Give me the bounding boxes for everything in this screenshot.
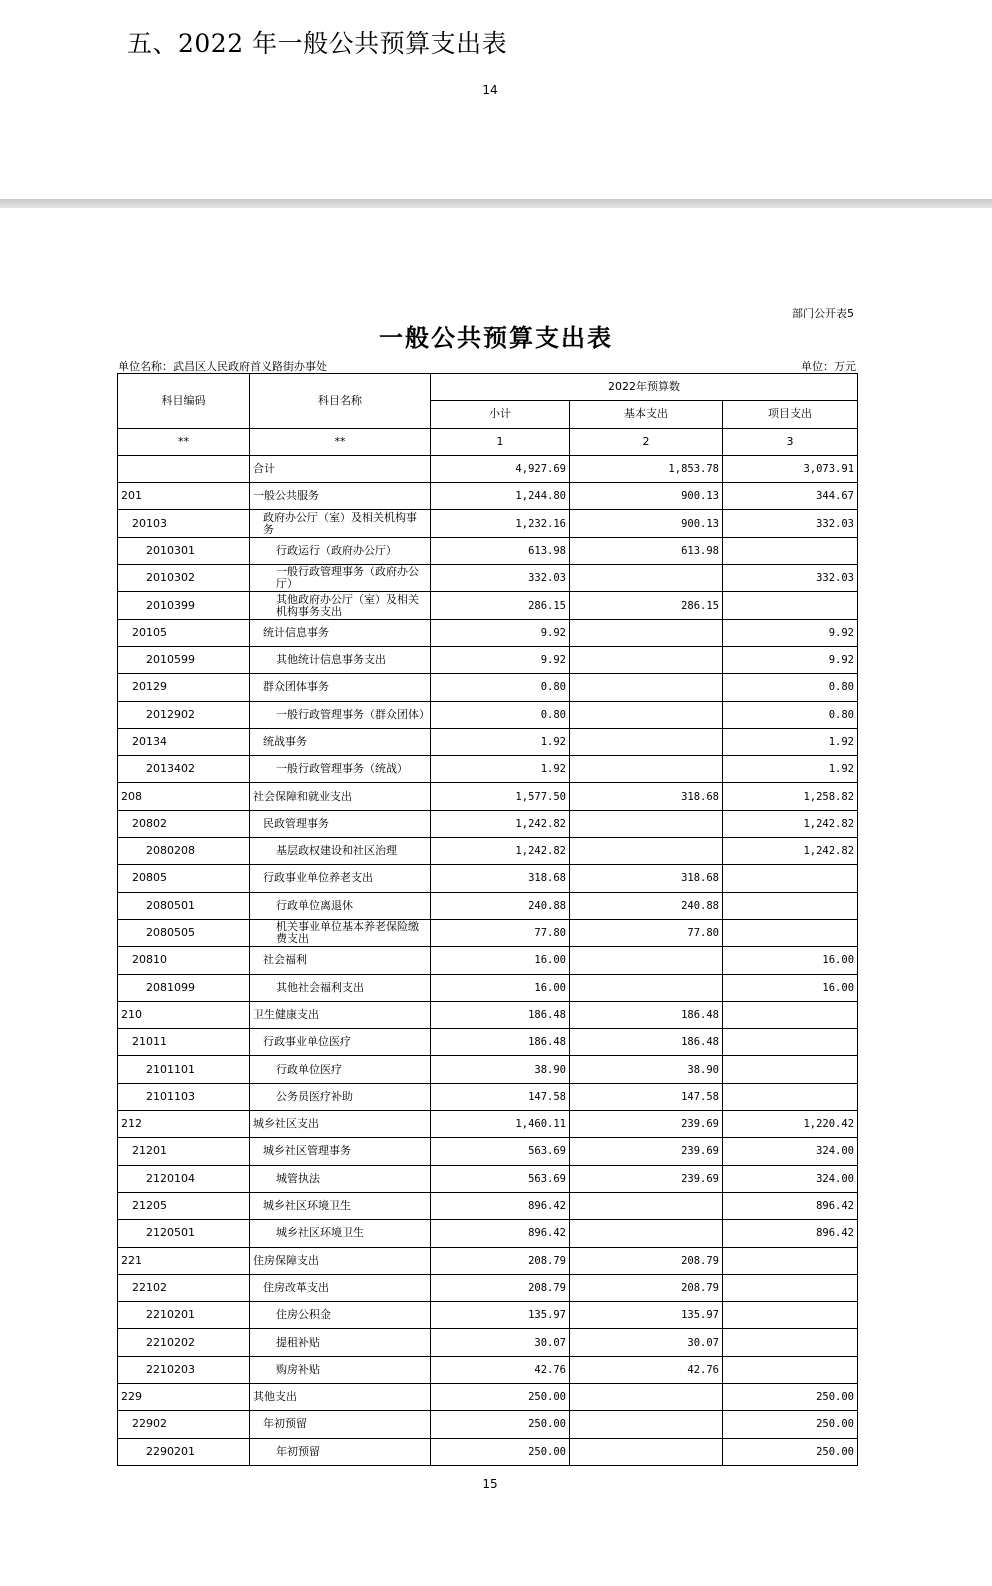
row-code: 2101103 — [118, 1083, 250, 1110]
row-basic: 900.13 — [570, 510, 723, 537]
row-basic: 186.48 — [570, 1001, 723, 1028]
table-row — [118, 947, 858, 974]
row-subtotal: 1,242.82 — [431, 810, 570, 837]
row-basic: 208.79 — [570, 1247, 723, 1274]
row-name: 年初预留 — [250, 1438, 431, 1465]
row-project: 0.80 — [723, 701, 858, 728]
row-subtotal: 208.79 — [431, 1247, 570, 1274]
row-code: 2210201 — [118, 1302, 250, 1329]
table-row — [118, 1165, 858, 1192]
page-separator — [0, 199, 992, 208]
row-subtotal: 16.00 — [431, 947, 570, 974]
row-name: 其他政府办公厅（室）及相关机构事务支出 — [250, 592, 431, 619]
table-row — [118, 1274, 858, 1301]
row-subtotal: 77.80 — [431, 919, 570, 946]
row-name: 住房公积金 — [250, 1302, 431, 1329]
row-basic: 186.48 — [570, 1029, 723, 1056]
row-subtotal: 896.42 — [431, 1220, 570, 1247]
row-project — [723, 1302, 858, 1329]
row-subtotal: 38.90 — [431, 1056, 570, 1083]
row-project — [723, 1356, 858, 1383]
row-subtotal: 186.48 — [431, 1001, 570, 1028]
table-row — [118, 783, 858, 810]
row-project: 1.92 — [723, 728, 858, 755]
row-basic — [570, 810, 723, 837]
row-code: 2120501 — [118, 1220, 250, 1247]
row-name: 一般公共服务 — [250, 483, 431, 510]
row-code: 21011 — [118, 1029, 250, 1056]
row-name: 公务员医疗补助 — [250, 1083, 431, 1110]
row-code: 2010599 — [118, 646, 250, 673]
row-name: 城乡社区环境卫生 — [250, 1192, 431, 1219]
table-row — [118, 1383, 858, 1410]
row-name: 行政事业单位医疗 — [250, 1029, 431, 1056]
row-subtotal: 0.80 — [431, 674, 570, 701]
row-project: 9.92 — [723, 619, 858, 646]
table-row — [118, 1138, 858, 1165]
row-project: 0.80 — [723, 674, 858, 701]
row-basic: 613.98 — [570, 537, 723, 564]
row-name: 提租补贴 — [250, 1329, 431, 1356]
page-number-bottom: 15 — [482, 1477, 498, 1491]
row-project: 324.00 — [723, 1138, 858, 1165]
table-row — [118, 810, 858, 837]
row-code: 221 — [118, 1247, 250, 1274]
row-subtotal: 563.69 — [431, 1165, 570, 1192]
table-row — [118, 674, 858, 701]
table-row — [118, 455, 858, 482]
section-heading: 五、2022 年一般公共预算支出表 — [127, 29, 508, 58]
row-project — [723, 1083, 858, 1110]
row-project: 344.67 — [723, 483, 858, 510]
row-name: 合计 — [250, 455, 431, 482]
row-name: 行政事业单位养老支出 — [250, 865, 431, 892]
row-project: 3,073.91 — [723, 455, 858, 482]
row-name: 住房保障支出 — [250, 1247, 431, 1274]
row-name: 城乡社区管理事务 — [250, 1138, 431, 1165]
row-name: 政府办公厅（室）及相关机构事务 — [250, 510, 431, 537]
header-budget-group: 2022年预算数 — [431, 374, 858, 401]
table-row — [118, 592, 858, 619]
row-subtotal: 4,927.69 — [431, 455, 570, 482]
row-project — [723, 919, 858, 946]
row-basic: 286.15 — [570, 592, 723, 619]
row-code: 2081099 — [118, 974, 250, 1001]
row-project — [723, 892, 858, 919]
row-name: 社会保障和就业支出 — [250, 783, 431, 810]
row-subtotal: 147.58 — [431, 1083, 570, 1110]
row-basic — [570, 674, 723, 701]
row-basic: 42.76 — [570, 1356, 723, 1383]
row-name: 行政运行（政府办公厅） — [250, 537, 431, 564]
row-basic: 135.97 — [570, 1302, 723, 1329]
row-name: 年初预留 — [250, 1411, 431, 1438]
row-name: 住房改革支出 — [250, 1274, 431, 1301]
table-row — [118, 1111, 858, 1138]
row-subtotal: 1,232.16 — [431, 510, 570, 537]
table-row — [118, 1438, 858, 1465]
row-code: 20805 — [118, 865, 250, 892]
row-code: 21201 — [118, 1138, 250, 1165]
row-basic — [570, 1220, 723, 1247]
header-basic: 基本支出 — [570, 401, 723, 428]
table-row — [118, 728, 858, 755]
row-name: 一般行政管理事务（政府办公厅） — [250, 565, 431, 592]
row-basic: 77.80 — [570, 919, 723, 946]
row-code: 20810 — [118, 947, 250, 974]
row-project: 324.00 — [723, 1165, 858, 1192]
row-project: 1,242.82 — [723, 838, 858, 865]
row-code: 20103 — [118, 510, 250, 537]
row-code: 2080208 — [118, 838, 250, 865]
row-code: 20105 — [118, 619, 250, 646]
row-name: 卫生健康支出 — [250, 1001, 431, 1028]
row-name: 城管执法 — [250, 1165, 431, 1192]
row-code: 2012902 — [118, 701, 250, 728]
row-name: 其他统计信息事务支出 — [250, 646, 431, 673]
row-subtotal: 9.92 — [431, 646, 570, 673]
row-subtotal: 250.00 — [431, 1411, 570, 1438]
row-basic: 318.68 — [570, 865, 723, 892]
header-row-name: ** — [250, 428, 431, 455]
row-code: 201 — [118, 483, 250, 510]
row-basic — [570, 565, 723, 592]
row-project: 250.00 — [723, 1411, 858, 1438]
row-basic: 900.13 — [570, 483, 723, 510]
budget-table — [117, 373, 858, 1466]
row-basic: 239.69 — [570, 1165, 723, 1192]
table-row — [118, 1056, 858, 1083]
row-project — [723, 1329, 858, 1356]
row-code: 2080505 — [118, 919, 250, 946]
row-subtotal: 563.69 — [431, 1138, 570, 1165]
table-row — [118, 565, 858, 592]
unit-name: 单位名称：武昌区人民政府首义路街办事处 — [118, 360, 327, 373]
row-name: 机关事业单位基本养老保险缴费支出 — [250, 919, 431, 946]
table-row — [118, 1083, 858, 1110]
row-code — [118, 455, 250, 482]
table-row — [118, 1192, 858, 1219]
row-code: 20134 — [118, 728, 250, 755]
header-subtotal: 小计 — [431, 401, 570, 428]
row-name: 城乡社区环境卫生 — [250, 1220, 431, 1247]
row-subtotal: 332.03 — [431, 565, 570, 592]
row-name: 统战事务 — [250, 728, 431, 755]
row-basic: 1,853.78 — [570, 455, 723, 482]
row-code: 22102 — [118, 1274, 250, 1301]
table-row — [118, 865, 858, 892]
row-name: 一般行政管理事务（统战） — [250, 756, 431, 783]
row-subtotal: 1,244.80 — [431, 483, 570, 510]
row-project: 16.00 — [723, 974, 858, 1001]
row-basic — [570, 838, 723, 865]
row-name: 社会福利 — [250, 947, 431, 974]
row-subtotal: 1,460.11 — [431, 1111, 570, 1138]
row-project — [723, 1001, 858, 1028]
row-subtotal: 0.80 — [431, 701, 570, 728]
row-project: 16.00 — [723, 947, 858, 974]
row-project — [723, 1247, 858, 1274]
table-row — [118, 756, 858, 783]
row-code: 21205 — [118, 1192, 250, 1219]
row-basic: 208.79 — [570, 1274, 723, 1301]
row-project — [723, 1274, 858, 1301]
row-project: 332.03 — [723, 510, 858, 537]
table-row — [118, 974, 858, 1001]
row-name: 基层政权建设和社区治理 — [250, 838, 431, 865]
table-row — [118, 619, 858, 646]
row-code: 22902 — [118, 1411, 250, 1438]
row-project: 896.42 — [723, 1192, 858, 1219]
row-subtotal: 186.48 — [431, 1029, 570, 1056]
row-project: 1,220.42 — [723, 1111, 858, 1138]
row-subtotal: 9.92 — [431, 619, 570, 646]
row-subtotal: 250.00 — [431, 1383, 570, 1410]
table-row — [118, 1247, 858, 1274]
row-basic — [570, 701, 723, 728]
table-header — [118, 374, 858, 456]
row-code: 2290201 — [118, 1438, 250, 1465]
row-project — [723, 865, 858, 892]
row-subtotal: 896.42 — [431, 1192, 570, 1219]
row-code: 20802 — [118, 810, 250, 837]
header-col2: 2 — [570, 428, 723, 455]
row-project: 250.00 — [723, 1438, 858, 1465]
unit-label: 单位：万元 — [801, 360, 856, 373]
header-col1: 1 — [431, 428, 570, 455]
row-subtotal: 318.68 — [431, 865, 570, 892]
row-project: 1,258.82 — [723, 783, 858, 810]
row-project: 250.00 — [723, 1383, 858, 1410]
row-basic — [570, 619, 723, 646]
row-code: 212 — [118, 1111, 250, 1138]
row-name: 民政管理事务 — [250, 810, 431, 837]
row-name: 行政单位离退休 — [250, 892, 431, 919]
row-project: 1.92 — [723, 756, 858, 783]
header-name: 科目名称 — [250, 374, 431, 429]
row-subtotal: 208.79 — [431, 1274, 570, 1301]
row-basic — [570, 756, 723, 783]
row-code: 2010399 — [118, 592, 250, 619]
table-body — [118, 455, 858, 1465]
row-code: 229 — [118, 1383, 250, 1410]
row-subtotal: 135.97 — [431, 1302, 570, 1329]
table-row — [118, 646, 858, 673]
row-basic: 30.07 — [570, 1329, 723, 1356]
row-subtotal: 286.15 — [431, 592, 570, 619]
row-project — [723, 1056, 858, 1083]
row-name: 一般行政管理事务（群众团体） — [250, 701, 431, 728]
row-subtotal: 1.92 — [431, 728, 570, 755]
row-subtotal: 250.00 — [431, 1438, 570, 1465]
row-name: 统计信息事务 — [250, 619, 431, 646]
row-name: 城乡社区支出 — [250, 1111, 431, 1138]
table-row — [118, 701, 858, 728]
row-basic: 239.69 — [570, 1138, 723, 1165]
header-col3: 3 — [723, 428, 858, 455]
header-project: 项目支出 — [723, 401, 858, 428]
table-row — [118, 537, 858, 564]
row-name: 购房补贴 — [250, 1356, 431, 1383]
row-name: 行政单位医疗 — [250, 1056, 431, 1083]
row-project — [723, 537, 858, 564]
table-row — [118, 892, 858, 919]
table-row — [118, 1411, 858, 1438]
table-row — [118, 510, 858, 537]
row-name: 其他社会福利支出 — [250, 974, 431, 1001]
row-project: 896.42 — [723, 1220, 858, 1247]
table-row — [118, 1329, 858, 1356]
table-row — [118, 919, 858, 946]
header-code: 科目编码 — [118, 374, 250, 429]
table-row — [118, 483, 858, 510]
row-project — [723, 592, 858, 619]
table-row — [118, 1356, 858, 1383]
table-row — [118, 1220, 858, 1247]
table-row — [118, 1029, 858, 1056]
row-code: 2013402 — [118, 756, 250, 783]
row-basic — [570, 1192, 723, 1219]
row-subtotal: 1.92 — [431, 756, 570, 783]
row-project — [723, 1029, 858, 1056]
row-subtotal: 30.07 — [431, 1329, 570, 1356]
row-basic — [570, 974, 723, 1001]
row-basic: 318.68 — [570, 783, 723, 810]
table-row — [118, 1302, 858, 1329]
row-subtotal: 16.00 — [431, 974, 570, 1001]
row-project: 332.03 — [723, 565, 858, 592]
row-basic — [570, 1411, 723, 1438]
row-basic: 239.69 — [570, 1111, 723, 1138]
row-basic — [570, 728, 723, 755]
page-number-top: 14 — [482, 83, 498, 97]
row-basic — [570, 646, 723, 673]
row-basic — [570, 1383, 723, 1410]
row-code: 2210202 — [118, 1329, 250, 1356]
row-subtotal: 613.98 — [431, 537, 570, 564]
table-row — [118, 838, 858, 865]
row-code: 2101101 — [118, 1056, 250, 1083]
row-basic: 147.58 — [570, 1083, 723, 1110]
row-subtotal: 42.76 — [431, 1356, 570, 1383]
header-row-code: ** — [118, 428, 250, 455]
row-basic: 38.90 — [570, 1056, 723, 1083]
table-tag: 部门公开表5 — [792, 307, 854, 320]
table-row — [118, 1001, 858, 1028]
row-name: 群众团体事务 — [250, 674, 431, 701]
row-project: 9.92 — [723, 646, 858, 673]
row-code: 208 — [118, 783, 250, 810]
row-project: 1,242.82 — [723, 810, 858, 837]
row-subtotal: 240.88 — [431, 892, 570, 919]
row-code: 2120104 — [118, 1165, 250, 1192]
row-subtotal: 1,577.50 — [431, 783, 570, 810]
row-basic: 240.88 — [570, 892, 723, 919]
row-code: 2010301 — [118, 537, 250, 564]
row-code: 210 — [118, 1001, 250, 1028]
row-basic — [570, 947, 723, 974]
row-code: 20129 — [118, 674, 250, 701]
row-code: 2210203 — [118, 1356, 250, 1383]
table-title: 一般公共预算支出表 — [379, 323, 613, 352]
row-basic — [570, 1438, 723, 1465]
row-name: 其他支出 — [250, 1383, 431, 1410]
row-subtotal: 1,242.82 — [431, 838, 570, 865]
row-code: 2010302 — [118, 565, 250, 592]
row-code: 2080501 — [118, 892, 250, 919]
